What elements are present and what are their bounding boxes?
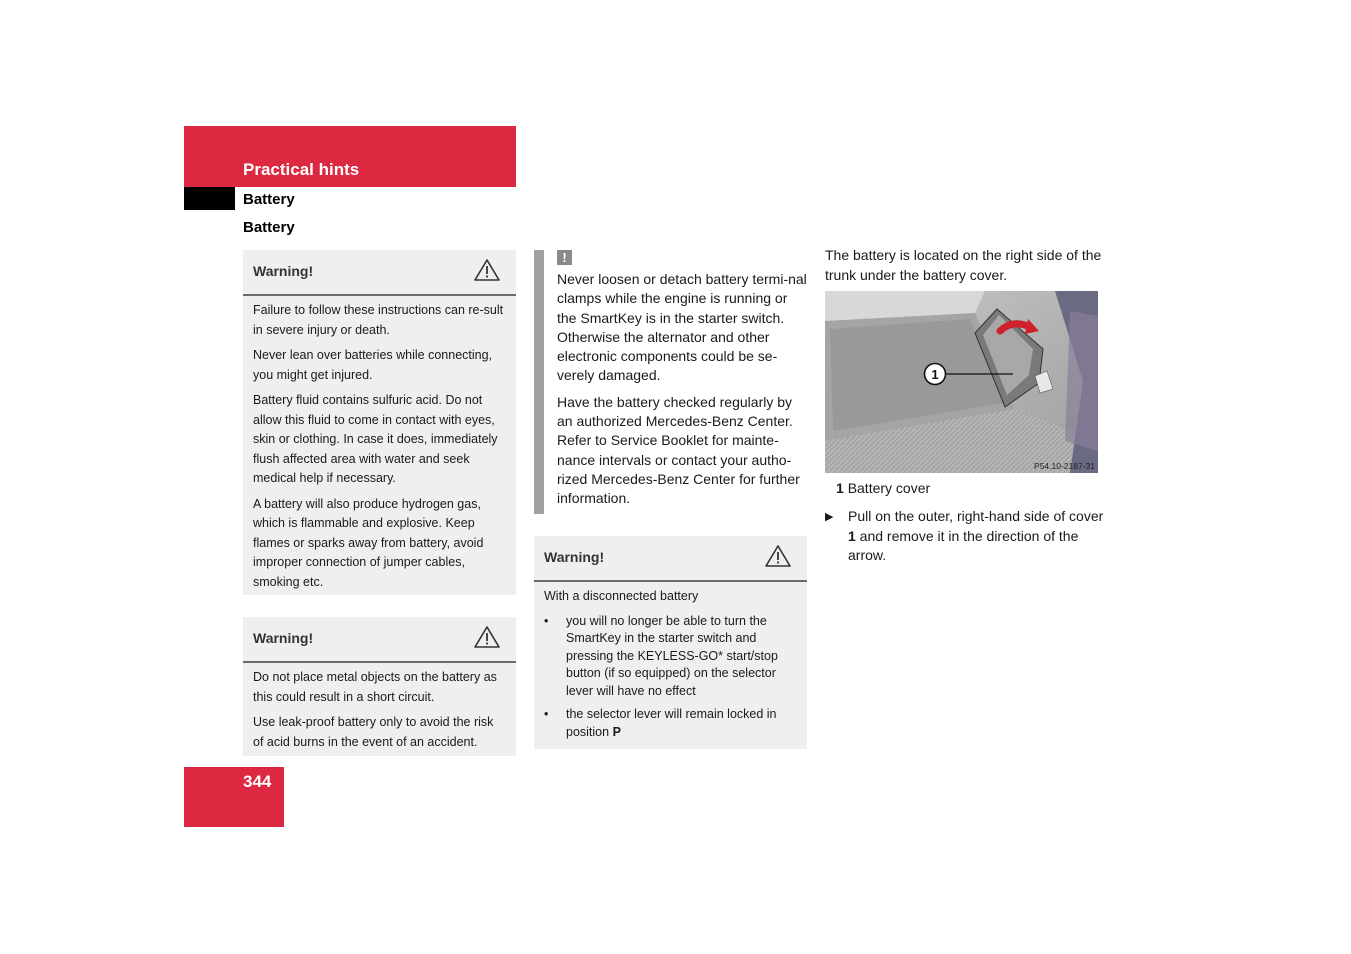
- step-text-post: and remove it in the direction of the arrow.: [848, 527, 1079, 563]
- bullet-text: the selector lever will remain locked in position: [566, 707, 777, 739]
- warning-paragraph: Battery fluid contains sulfuric acid. Do not allow this fluid to come in contact with eyes, skin or clothing. In case it does, immediately flush affected area with water and seek medical help if necessary.: [253, 393, 498, 485]
- notice-box: [534, 250, 807, 514]
- warning-header: [243, 250, 516, 296]
- warning-body: [243, 663, 516, 758]
- warning-body: [534, 582, 807, 753]
- notice-paragraph: Have the battery checked regularly by an authorized Mercedes-Benz Center. Refer to Service Booklet for mainte-nance intervals or contact your autho-rized Mercedes-Benz Center for further information.: [557, 393, 800, 507]
- notice-text: [557, 270, 807, 516]
- step-text-bold: 1: [848, 527, 856, 544]
- warning-paragraph: Failure to follow these instructions can re-sult in severe injury or death.: [253, 303, 504, 337]
- section-title: Battery: [243, 191, 295, 208]
- warning-box-disconnected-battery: [534, 536, 807, 749]
- bullet-icon: •: [544, 613, 549, 628]
- page-number: 344: [243, 772, 272, 791]
- warning-triangle-icon: [474, 625, 500, 649]
- warning-label: Warning!: [544, 549, 605, 565]
- instruction-step: [825, 507, 1105, 566]
- subsection-title: Battery: [243, 219, 295, 236]
- bullet-icon: •: [544, 707, 549, 721]
- step-text-pre: Pull on the outer, right-hand side of cover: [848, 508, 1104, 524]
- warning-box-safety: [243, 250, 516, 595]
- exclamation-icon: !: [557, 250, 572, 265]
- bullet-text: you will no longer be able to turn the SmartKey in the starter switch and pressing the KEYLESS-GO* start/stop button (if so equipped) on the selector lever will have no effect: [566, 613, 778, 698]
- notice-side-bar: [534, 250, 544, 514]
- caption-number: 1: [836, 480, 844, 496]
- image-code: P54.10-2187-31: [1034, 461, 1095, 471]
- battery-cover-photo: [825, 291, 1098, 473]
- image-caption: [836, 480, 930, 496]
- warning-paragraph: Never lean over batteries while connecting, you might get injured.: [253, 348, 493, 382]
- warning-label: Warning!: [253, 263, 314, 279]
- battery-location-text: The battery is located on the right side of the trunk under the battery cover.: [825, 247, 1102, 283]
- bullet-item: [544, 613, 797, 701]
- step-arrow-icon: ▶: [825, 511, 834, 523]
- chapter-title: Practical hints: [243, 160, 360, 179]
- warning-triangle-icon: [765, 544, 791, 568]
- warning-body: [243, 296, 516, 598]
- warning-triangle-icon: [474, 258, 500, 282]
- section-tab-marker: [184, 187, 235, 210]
- callout-number: 1: [931, 367, 939, 382]
- step-text: [848, 507, 1105, 566]
- warning-paragraph: Do not place metal objects on the battery as this could result in a short circuit.: [253, 670, 497, 704]
- warning-label: Warning!: [253, 630, 314, 646]
- caption-text: Battery cover: [847, 480, 931, 496]
- bullet-bold: P: [612, 724, 621, 739]
- warning-paragraph: A battery will also produce hydrogen gas, which is flammable and explosive. Keep flames or sparks away from battery, avoid improper connection of jumper cables, smoking etc.: [253, 496, 484, 589]
- bullet-item: [544, 706, 797, 741]
- trunk-illustration: [825, 291, 1098, 473]
- warning-paragraph: Use leak-proof battery only to avoid the risk of acid burns in the event of an accident.: [253, 715, 494, 749]
- notice-paragraph: Never loosen or detach battery termi-nal clamps while the engine is running or the SmartKey is in the starter switch. Otherwise the alternator and other electronic components could be se-verely damaged.: [557, 271, 807, 384]
- warning-header: [243, 617, 516, 663]
- warning-box-metal-objects: [243, 617, 516, 756]
- warning-header: [534, 536, 807, 582]
- warning-intro: With a disconnected battery: [544, 589, 699, 603]
- warning-bullet-list: [544, 613, 797, 742]
